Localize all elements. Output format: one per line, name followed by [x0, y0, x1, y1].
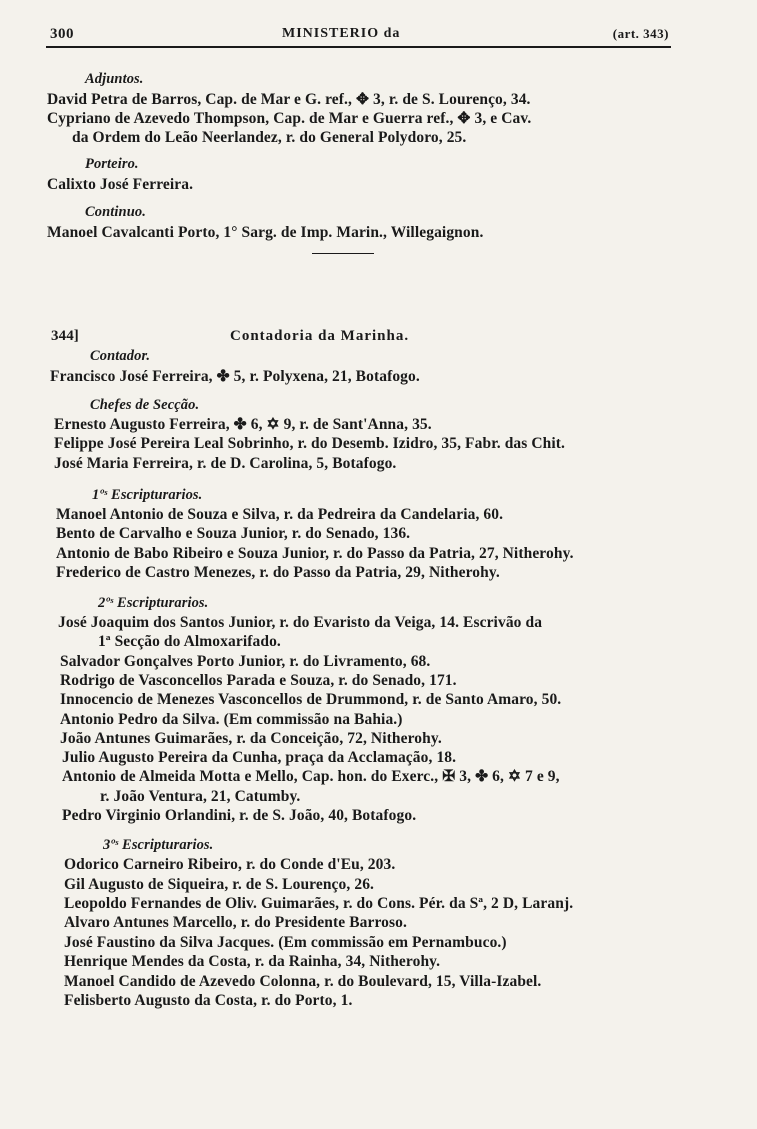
section-label: Contador.: [90, 348, 151, 364]
entry-line: Antonio de Almeida Motta e Mello, Cap. hon. do Exerc., ✠ 3, ✤ 6, ✡ 7 e 9,: [62, 768, 560, 785]
entry-line: Rodrigo de Vasconcellos Parada e Souza, r. do Senado, 171.: [60, 672, 457, 689]
section-label: Porteiro.: [85, 156, 139, 172]
section-label: Chefes de Secção.: [90, 397, 200, 413]
entry-line: Alvaro Antunes Marcello, r. do Presidente Barroso.: [64, 914, 407, 931]
section-divider: [312, 253, 374, 254]
entry-line: Pedro Virginio Orlandini, r. de S. João, 40, Botafogo.: [62, 807, 417, 824]
entry-line: 1ª Secção do Almoxarifado.: [98, 633, 281, 650]
entry-line: Manoel Antonio de Souza e Silva, r. da Pedreira da Candelaria, 60.: [56, 506, 504, 523]
entry-line: Julio Augusto Pereira da Cunha, praça da Acclamação, 18.: [62, 749, 457, 766]
page-number: 300: [50, 26, 74, 42]
page-header: [46, 24, 671, 48]
entry-line: Felippe José Pereira Leal Sobrinho, r. do Desemb. Izidro, 35, Fabr. das Chit.: [54, 435, 566, 452]
section-label: 1ºˢ Escripturarios.: [92, 487, 203, 503]
entry-line: Salvador Gonçalves Porto Junior, r. do Livramento, 68.: [60, 653, 431, 670]
article-reference: (art. 343): [612, 26, 669, 41]
entry-line: Gil Augusto de Siqueira, r. de S. Lourenço, 26.: [64, 876, 375, 893]
entry-line: da Ordem do Leão Neerlandez, r. do General Polydoro, 25.: [72, 129, 467, 146]
section-number: 344]: [51, 328, 79, 344]
entry-line: Ernesto Augusto Ferreira, ✤ 6, ✡ 9, r. de Sant'Anna, 35.: [54, 416, 432, 433]
entry-line: Manoel Cavalcanti Porto, 1° Sarg. de Imp. Marin., Willegaignon.: [47, 224, 484, 241]
entry-line: Henrique Mendes da Costa, r. da Rainha, 34, Nitherohy.: [64, 953, 441, 970]
section-title: Contadoria da Marinha.: [230, 328, 410, 344]
entry-line: Frederico de Castro Menezes, r. do Passo da Patria, 29, Nitherohy.: [56, 564, 500, 581]
section-label: 2ºˢ Escripturarios.: [98, 595, 209, 611]
entry-line: Cypriano de Azevedo Thompson, Cap. de Mar e Guerra ref., ✥ 3, e Cav.: [47, 110, 532, 127]
entry-line: Innocencio de Menezes Vasconcellos de Drummond, r. de Santo Amaro, 50.: [60, 691, 562, 708]
entry-line: Odorico Carneiro Ribeiro, r. do Conde d'Eu, 203.: [64, 856, 396, 873]
entry-line: Leopoldo Fernandes de Oliv. Guimarães, r. do Cons. Pér. da Sª, 2 D, Laranj.: [64, 895, 574, 912]
entry-line: Francisco José Ferreira, ✤ 5, r. Polyxena, 21, Botafogo.: [50, 368, 420, 385]
entry-line: Calixto José Ferreira.: [47, 176, 194, 193]
entry-line: David Petra de Barros, Cap. de Mar e G. ref., ✥ 3, r. de S. Lourenço, 34.: [47, 91, 531, 108]
entry-line: Antonio Pedro da Silva. (Em commissão na Bahia.): [60, 711, 403, 728]
entry-line: José Joaquim dos Santos Junior, r. do Evaristo da Veiga, 14. Escrivão da: [58, 614, 543, 631]
entry-line: José Maria Ferreira, r. de D. Carolina, 5, Botafogo.: [54, 455, 397, 472]
entry-line: Manoel Candido de Azevedo Colonna, r. do Boulevard, 15, Villa-Izabel.: [64, 973, 542, 990]
section-label: Continuo.: [85, 204, 146, 220]
entry-line: Felisberto Augusto da Costa, r. do Porto, 1.: [64, 992, 353, 1009]
entry-line: Bento de Carvalho e Souza Junior, r. do Senado, 136.: [56, 525, 411, 542]
section-label: 3ºˢ Escripturarios.: [103, 837, 214, 853]
running-title: MINISTERIO da: [282, 26, 401, 41]
entry-line: r. João Ventura, 21, Catumby.: [100, 788, 301, 805]
entry-line: João Antunes Guimarães, r. da Conceição, 72, Nitherohy.: [60, 730, 442, 747]
entry-line: Antonio de Babo Ribeiro e Souza Junior, r. do Passo da Patria, 27, Nitherohy.: [56, 545, 574, 562]
section-label: Adjuntos.: [85, 71, 144, 87]
entry-line: José Faustino da Silva Jacques. (Em commissão em Pernambuco.): [64, 934, 507, 951]
